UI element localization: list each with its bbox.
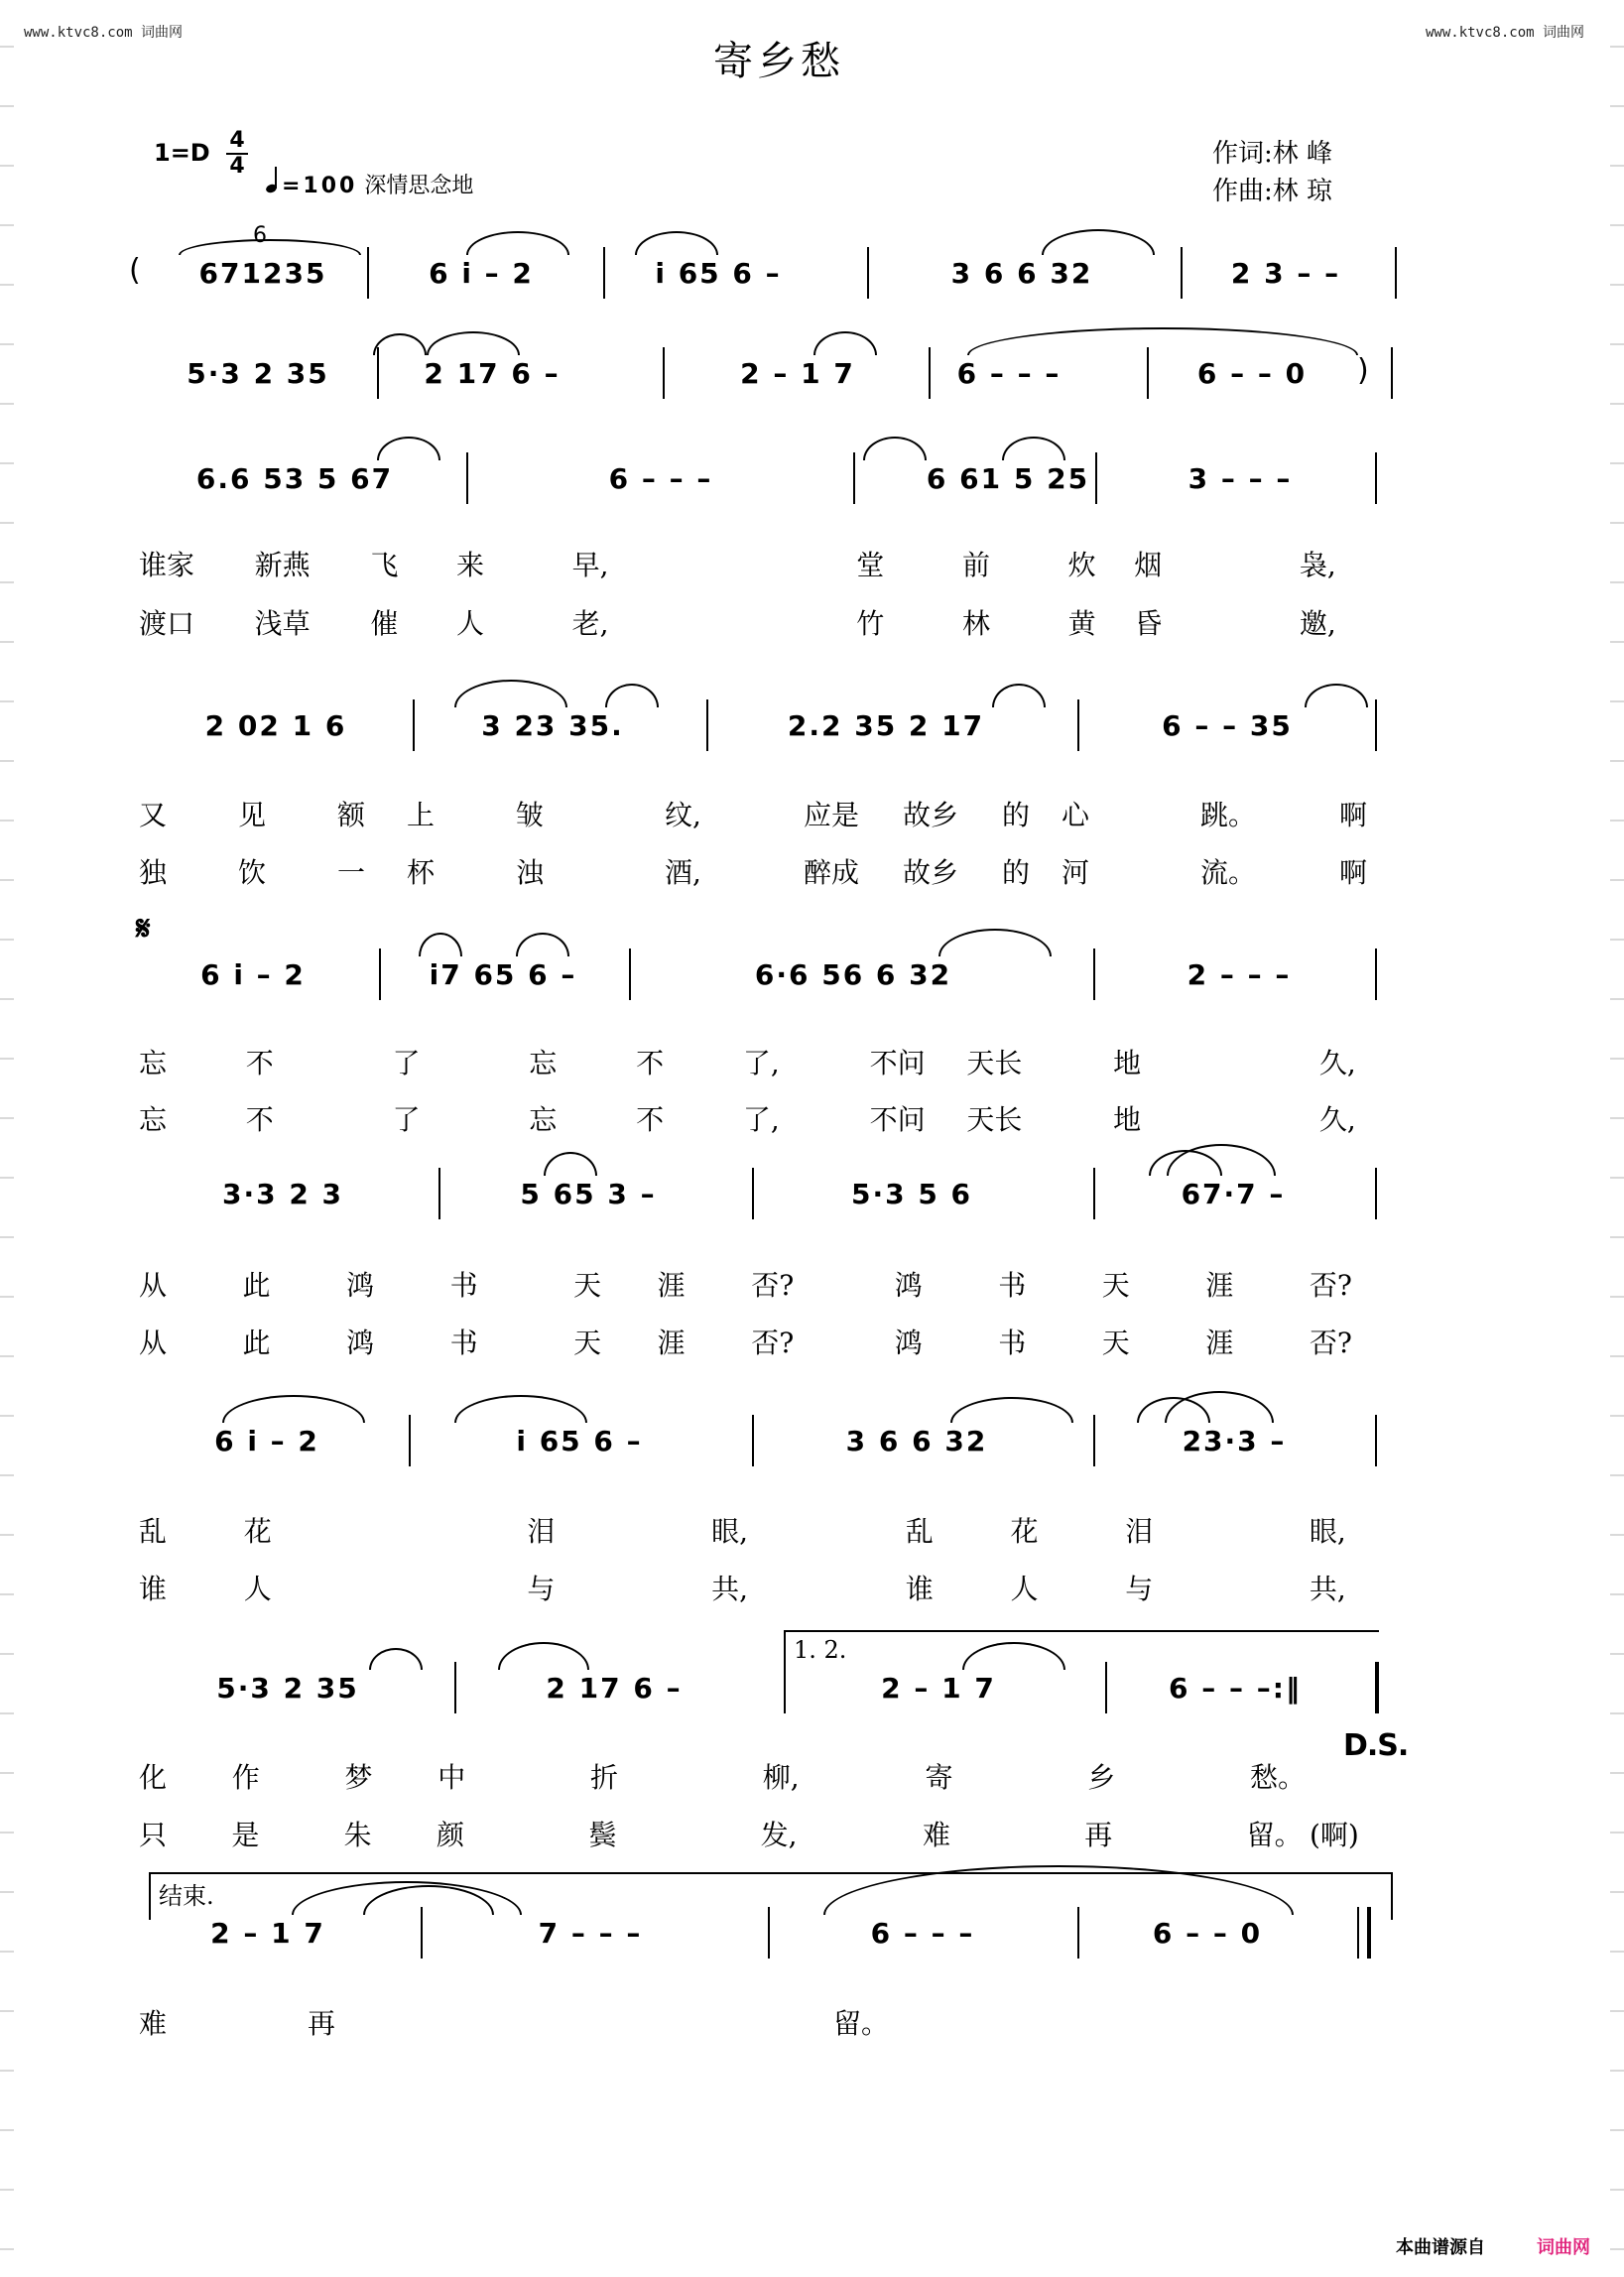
lyric-word: 涯: [657, 1269, 686, 1302]
measure: 2 17 6 –: [546, 1671, 683, 1705]
tempo-marking: [266, 169, 473, 199]
staff-verse-1: [139, 458, 1399, 498]
barline: [466, 452, 468, 504]
lyric-word: 谁家: [139, 549, 195, 581]
lyric-word: 花: [1010, 1515, 1039, 1548]
measure: 2 17 6 –: [424, 356, 561, 390]
lyric-word: 老,: [571, 607, 609, 640]
measure: 6 – – 35: [1162, 708, 1293, 742]
lyric-word: 啊: [1339, 856, 1368, 889]
lyric-verse-1-a: [139, 544, 1399, 581]
watermark-left: www.ktvc8.com 词曲网: [24, 25, 184, 41]
lyric-word: 中: [437, 1761, 466, 1794]
measure: 7 – – –: [538, 1916, 643, 1950]
measure: 6 61 5 25: [926, 461, 1090, 495]
measure: 2 02 1 6: [204, 708, 347, 742]
lyric-word: 地: [1113, 1103, 1142, 1136]
lyric-word: 地: [1113, 1047, 1142, 1079]
lyric-word: 催: [370, 607, 399, 640]
lyric-word: 泪: [1125, 1515, 1154, 1548]
barline: [1093, 949, 1095, 1000]
lyric-word: 袅,: [1299, 549, 1336, 581]
lyric-word: 忘: [529, 1103, 558, 1136]
lyric-chorus-4-b: [139, 1814, 1399, 1851]
barline: [1093, 1168, 1095, 1219]
lyric-word: 涯: [1205, 1269, 1234, 1302]
lyric-word: 书: [449, 1327, 478, 1359]
slur: [544, 1152, 597, 1176]
barline: [752, 1415, 754, 1466]
lyric-word: 故乡: [903, 856, 959, 889]
lyric-word: 浊: [516, 856, 545, 889]
barline: [409, 1415, 411, 1466]
lyric-word: 的: [1002, 856, 1031, 889]
lyric-word: 是: [231, 1819, 260, 1851]
lyric-word: 书: [998, 1269, 1027, 1302]
lyric-chorus-1-a: [139, 1042, 1399, 1079]
lyric-word: 难: [139, 2007, 168, 2040]
measure: 6.6 53 5 67: [195, 461, 394, 495]
lyric-word: 上: [407, 799, 436, 831]
slur: [516, 933, 569, 956]
lyric-word: 梦: [344, 1761, 373, 1794]
lyric-word: 作: [231, 1761, 260, 1794]
lyric-word: 酒,: [665, 856, 701, 889]
measure: i7 65 6 –: [429, 957, 577, 991]
barline: [752, 1168, 754, 1219]
lyric-chorus-2-b: [139, 1322, 1399, 1359]
slur: [635, 231, 718, 255]
measure: 671235: [198, 256, 327, 290]
barline: [1395, 247, 1397, 299]
ending-label: 结束.: [159, 1882, 214, 1910]
left-watermark-strip: [0, 0, 14, 2277]
lyric-word: 久,: [1318, 1103, 1356, 1136]
slur: [377, 437, 440, 460]
measure: 6 i – 2: [200, 957, 306, 991]
measure: 2 3 – –: [1230, 256, 1341, 290]
measure: 6 – – –: [956, 356, 1062, 390]
lyric-word: 杯: [407, 856, 436, 889]
lyric-word: 花: [243, 1515, 272, 1548]
lyric-word: 久,: [1318, 1047, 1356, 1079]
barline: [413, 699, 415, 751]
staff-chorus-1: [139, 954, 1399, 994]
lyric-word: 来: [455, 549, 484, 581]
measure: 6 – – –: [608, 461, 713, 495]
lyric-word: 与: [527, 1573, 556, 1605]
measure: 6 – – 0: [1196, 356, 1308, 390]
barline: [367, 247, 369, 299]
quarter-note-icon: [266, 173, 278, 192]
slur: [813, 331, 877, 355]
lyric-word: 留。: [833, 2007, 890, 2040]
measure: 2 – 1 7: [881, 1671, 996, 1705]
staff-chorus-4: [139, 1668, 1399, 1708]
lyric-word: 忘: [139, 1047, 168, 1079]
lyric-word: 了,: [742, 1047, 780, 1079]
song-title: 寄乡愁: [713, 39, 844, 84]
lyric-word: 林: [961, 607, 990, 640]
lyric-word: 又: [139, 799, 168, 831]
time-signature: [226, 128, 248, 179]
lyric-word: 难: [922, 1819, 950, 1851]
lyric-word: 炊: [1067, 549, 1096, 581]
lyric-word: 独: [139, 856, 168, 889]
lyric-word: 涯: [1205, 1327, 1234, 1359]
lyric-word: 泪: [527, 1515, 556, 1548]
slur: [1002, 437, 1065, 460]
measure: 6·6 56 6 32: [754, 957, 952, 991]
lyric-word: 鸿: [346, 1269, 375, 1302]
lyric-word: 朱: [343, 1819, 372, 1851]
barline: [629, 949, 631, 1000]
slur: [454, 680, 567, 707]
slur: [992, 684, 1046, 707]
lyric-word: 人: [455, 607, 484, 640]
slur: [454, 1395, 587, 1423]
lyricist: 作词:林 峰: [1212, 139, 1333, 169]
volta-bracket: [784, 1630, 1379, 1672]
lyric-word: (啊): [1309, 1819, 1359, 1851]
barline: [377, 347, 379, 399]
lyric-word: 人: [1010, 1573, 1039, 1605]
lyric-word: 邀,: [1299, 607, 1336, 640]
lyric-ending: [139, 2002, 1399, 2040]
lyric-word: 新燕: [254, 549, 311, 581]
lyric-word: 否?: [751, 1269, 795, 1302]
key-signature: 1=D: [154, 139, 210, 167]
lyric-word: 昏: [1134, 607, 1163, 640]
lyric-word: 共,: [1309, 1573, 1346, 1605]
lyric-word: 堂: [856, 549, 885, 581]
lyric-word: 再: [308, 2007, 336, 2040]
lyric-word: 不: [245, 1103, 274, 1136]
measure: 2 – 1 7: [210, 1916, 325, 1950]
lyric-chorus-2-a: [139, 1264, 1399, 1302]
lyric-word: 了,: [742, 1103, 780, 1136]
repeat-barline: [1375, 1662, 1379, 1713]
lyric-word: 的: [1002, 799, 1031, 831]
lyric-word: 眼,: [1309, 1515, 1346, 1548]
barline: [421, 1907, 423, 1959]
tie: [1167, 1144, 1276, 1176]
measure: 6 – – –:‖: [1169, 1671, 1302, 1705]
lyric-word: 一: [337, 856, 366, 889]
lyric-word: 跳。: [1200, 799, 1257, 831]
lyric-word: 寄: [925, 1761, 953, 1794]
measure: 2.2 35 2 17: [787, 708, 985, 742]
lyric-word: 否?: [1309, 1269, 1352, 1302]
lyric-word: 从: [139, 1327, 168, 1359]
lyric-word: 化: [139, 1761, 168, 1794]
lyric-word: 颜: [436, 1819, 464, 1851]
barline: [1375, 1168, 1377, 1219]
lyric-word: 鬓: [588, 1819, 617, 1851]
lyric-word: 啊: [1339, 799, 1368, 831]
measure: 2 – 1 7: [740, 356, 855, 390]
lyric-word: 烟: [1134, 549, 1163, 581]
barline: [438, 1168, 440, 1219]
lyric-word: 只: [139, 1819, 168, 1851]
lyric-word: 竹: [856, 607, 885, 640]
lyric-word: 再: [1084, 1819, 1113, 1851]
lyric-word: 见: [238, 799, 267, 831]
barline: [1095, 452, 1097, 504]
lyric-word: 天: [573, 1269, 602, 1302]
lyric-word: 眼,: [711, 1515, 749, 1548]
lyric-word: 不: [636, 1047, 665, 1079]
measure: 6 – – 0: [1152, 1916, 1263, 1950]
barline: [929, 347, 931, 399]
measure: 5·3 2 35: [187, 356, 329, 390]
slur: [863, 437, 927, 460]
lyric-word: 黄: [1067, 607, 1096, 640]
lyric-word: 书: [449, 1269, 478, 1302]
lyric-word: 饮: [238, 856, 267, 889]
barline: [1181, 247, 1183, 299]
barline: [1375, 1415, 1377, 1466]
measure: 3 6 6 32: [950, 256, 1093, 290]
lyric-word: 鸿: [894, 1269, 923, 1302]
final-barline: [1367, 1907, 1371, 1959]
lyric-word: 醉成: [804, 856, 860, 889]
lyric-word: 天长: [966, 1047, 1023, 1079]
lyric-word: 此: [242, 1269, 271, 1302]
expression-text: 深情思念地: [364, 174, 474, 198]
source-note: 本曲谱源自: [1396, 2237, 1485, 2258]
lyric-word: 不: [245, 1047, 274, 1079]
staff-verse-2: [139, 705, 1399, 745]
lyric-word: 天: [1101, 1269, 1130, 1302]
barline: [853, 452, 855, 504]
barline: [1105, 1662, 1107, 1713]
lyric-word: 故乡: [903, 799, 959, 831]
close-paren: ): [1357, 353, 1369, 388]
lyric-word: 忘: [139, 1103, 168, 1136]
lyric-word: 早,: [571, 549, 609, 581]
barline: [1147, 347, 1149, 399]
lyric-word: 愁。: [1250, 1761, 1307, 1794]
lyric-word: 鸿: [894, 1327, 923, 1359]
lyric-word: 与: [1125, 1573, 1154, 1605]
lyric-chorus-3-b: [139, 1568, 1399, 1605]
staff-intro-1: [129, 223, 1399, 293]
time-signature-bottom: 4: [229, 154, 245, 179]
barline: [706, 699, 708, 751]
barline: [1375, 949, 1377, 1000]
lyric-word: 涯: [657, 1327, 686, 1359]
slur: [498, 1642, 589, 1670]
measure: 6 – – –: [870, 1916, 975, 1950]
lyric-word: 否?: [751, 1327, 795, 1359]
barline: [1375, 452, 1377, 504]
slur: [950, 1397, 1073, 1423]
barline: [1077, 1907, 1079, 1959]
volta-label: 1. 2.: [794, 1636, 847, 1664]
lyric-word: 了: [392, 1103, 421, 1136]
slur: [427, 331, 520, 355]
lyric-word: 渡口: [139, 607, 195, 640]
barline: [867, 247, 869, 299]
slur: [373, 333, 427, 355]
lyric-word: 不问: [869, 1103, 926, 1136]
slur: [1305, 684, 1368, 707]
watermark-right: www.ktvc8.com 词曲网: [1425, 25, 1584, 41]
measure: 5·3 2 35: [216, 1671, 359, 1705]
lyric-word: 心: [1062, 799, 1090, 831]
measure: 3 23 35.: [481, 708, 624, 742]
barline: [1093, 1415, 1095, 1466]
credits: [1212, 135, 1332, 210]
slur: [222, 1395, 365, 1423]
time-signature-top: 4: [229, 128, 245, 153]
lyric-verse-1-b: [139, 602, 1399, 640]
barline: [379, 949, 381, 1000]
lyric-word: 前: [961, 549, 990, 581]
staff-chorus-2: [139, 1174, 1399, 1213]
measure: 3 6 6 32: [845, 1424, 988, 1457]
barline: [784, 1662, 786, 1713]
slur: [1042, 229, 1155, 255]
lyric-word: 天: [573, 1327, 602, 1359]
lyric-chorus-3-a: [139, 1510, 1399, 1548]
lyric-word: 不问: [869, 1047, 926, 1079]
barline: [1077, 699, 1079, 751]
lyric-word: 了: [392, 1047, 421, 1079]
lyric-verse-2-b: [139, 851, 1399, 889]
lyric-word: 流。: [1200, 856, 1257, 889]
measure: 6 i – 2: [429, 256, 534, 290]
lyric-word: 纹,: [665, 799, 701, 831]
slur: [466, 231, 569, 255]
measure: 5 65 3 –: [520, 1177, 657, 1210]
measure: 5·3 5 6: [850, 1177, 973, 1210]
lyric-word: 否?: [1309, 1327, 1352, 1359]
lyric-word: 忘: [529, 1047, 558, 1079]
lyric-word: 天长: [966, 1103, 1023, 1136]
barline: [454, 1662, 456, 1713]
tie: [967, 327, 1358, 355]
site-logo[interactable]: 词曲网: [1537, 2237, 1590, 2258]
lyric-word: 河: [1062, 856, 1090, 889]
slur: [605, 684, 659, 707]
lyric-word: 柳,: [762, 1761, 800, 1794]
lyric-word: 乱: [139, 1515, 168, 1548]
barline: [1391, 347, 1393, 399]
lyric-word: 不: [636, 1103, 665, 1136]
lyric-word: 留。: [1246, 1819, 1303, 1851]
dal-segno: D.S.: [1343, 1728, 1409, 1763]
tuplet-mark: 6: [253, 223, 267, 248]
tie: [1165, 1391, 1274, 1423]
measure: 3·3 2 3: [221, 1177, 344, 1210]
composer: 作曲:林 琼: [1212, 177, 1333, 206]
slur: [938, 929, 1052, 956]
lyric-word: 天: [1101, 1327, 1130, 1359]
lyric-word: 发,: [760, 1819, 798, 1851]
measure: 3 – – –: [1187, 461, 1293, 495]
barline: [603, 247, 605, 299]
slur: [419, 933, 462, 956]
tempo-value: =100: [282, 174, 358, 198]
staff-chorus-3: [139, 1421, 1399, 1460]
lyric-chorus-1-b: [139, 1098, 1399, 1136]
lyric-word: 折: [590, 1761, 619, 1794]
staff-intro-2: [139, 353, 1399, 393]
measure: 2 – – –: [1187, 957, 1292, 991]
lyric-word: 此: [242, 1327, 271, 1359]
open-paren: (: [129, 253, 141, 288]
lyric-word: 鸿: [346, 1327, 375, 1359]
lyric-word: 额: [337, 799, 366, 831]
lyric-word: 皱: [516, 799, 545, 831]
measure: i 65 6 –: [655, 256, 782, 290]
lyric-word: 谁: [139, 1573, 168, 1605]
measure: 67·7 –: [1181, 1177, 1286, 1210]
lyric-word: 浅草: [254, 607, 311, 640]
measure: 23·3 –: [1182, 1424, 1287, 1457]
lyric-word: 人: [243, 1573, 272, 1605]
lyric-word: 书: [998, 1327, 1027, 1359]
lyric-word: 谁: [905, 1573, 934, 1605]
measure: 6 i – 2: [214, 1424, 319, 1457]
measure: i 65 6 –: [516, 1424, 643, 1457]
right-watermark-strip: [1610, 0, 1624, 2277]
barline: [1375, 699, 1377, 751]
lyric-word: 共,: [711, 1573, 749, 1605]
segno-sign: 𝄋: [136, 909, 151, 949]
barline: [663, 347, 665, 399]
lyric-chorus-4-a: [139, 1756, 1399, 1794]
lyric-word: 应是: [804, 799, 860, 831]
staff-ending: [139, 1913, 1399, 1953]
lyric-verse-2-a: [139, 794, 1399, 831]
lyric-word: 飞: [370, 549, 399, 581]
lyric-word: 乱: [905, 1515, 934, 1548]
barline: [1357, 1907, 1359, 1959]
barline: [768, 1907, 770, 1959]
lyric-word: 乡: [1087, 1761, 1116, 1794]
slur: [369, 1648, 423, 1670]
lyric-word: 从: [139, 1269, 168, 1302]
